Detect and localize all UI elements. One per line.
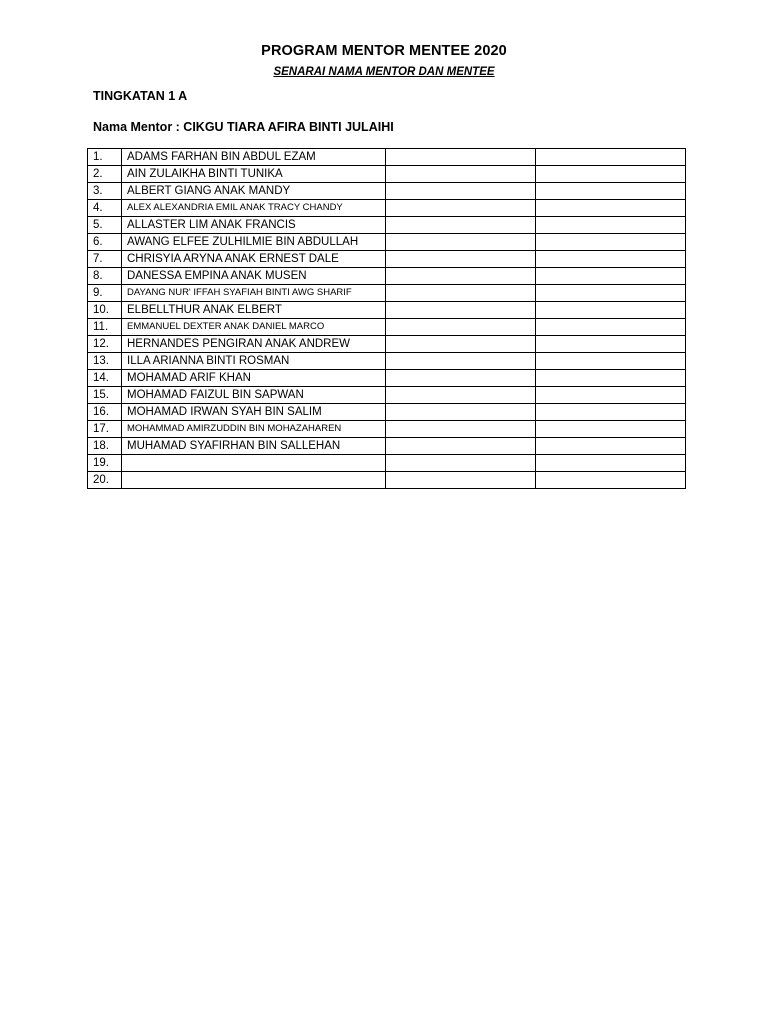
- mentee-name-cell: MUHAMAD SYAFIRHAN BIN SALLEHAN: [122, 438, 386, 455]
- empty-cell: [386, 217, 536, 234]
- row-number: 4.: [88, 200, 122, 217]
- empty-cell: [536, 166, 686, 183]
- mentee-name-cell: CHRISYIA ARYNA ANAK ERNEST DALE: [122, 251, 386, 268]
- empty-cell: [386, 404, 536, 421]
- empty-cell: [386, 200, 536, 217]
- empty-cell: [536, 302, 686, 319]
- table-row: [88, 370, 686, 387]
- row-number: 15.: [88, 387, 122, 404]
- table-row: [88, 268, 686, 285]
- table-row: [88, 149, 686, 166]
- mentee-table-body: [88, 149, 686, 489]
- mentee-name-cell: [122, 472, 386, 489]
- table-row: [88, 234, 686, 251]
- mentee-name-cell: MOHAMMAD AMIRZUDDIN BIN MOHAZAHAREN: [122, 421, 386, 438]
- row-number: 5.: [88, 217, 122, 234]
- row-number: 19.: [88, 455, 122, 472]
- empty-cell: [536, 183, 686, 200]
- empty-cell: [536, 404, 686, 421]
- document-title: PROGRAM MENTOR MENTEE 2020: [261, 43, 507, 59]
- table-row: [88, 285, 686, 302]
- table-row: [88, 251, 686, 268]
- empty-cell: [386, 183, 536, 200]
- table-row: [88, 404, 686, 421]
- mentee-name-cell: MOHAMAD IRWAN SYAH BIN SALIM: [122, 404, 386, 421]
- table-row: [88, 217, 686, 234]
- table-row: [88, 455, 686, 472]
- mentee-name-cell: ALLASTER LIM ANAK FRANCIS: [122, 217, 386, 234]
- row-number: 7.: [88, 251, 122, 268]
- mentee-name-cell: ELBELLTHUR ANAK ELBERT: [122, 302, 386, 319]
- row-number: 13.: [88, 353, 122, 370]
- mentee-name-cell: [122, 455, 386, 472]
- row-number: 16.: [88, 404, 122, 421]
- empty-cell: [386, 472, 536, 489]
- document-subtitle: SENARAI NAMA MENTOR DAN MENTEE: [273, 66, 495, 78]
- empty-cell: [386, 455, 536, 472]
- table-row: [88, 166, 686, 183]
- empty-cell: [386, 166, 536, 183]
- row-number: 17.: [88, 421, 122, 438]
- mentee-name-cell: ILLA ARIANNA BINTI ROSMAN: [122, 353, 386, 370]
- table-row: [88, 302, 686, 319]
- mentee-name-cell: ALEX ALEXANDRIA EMIL ANAK TRACY CHANDY: [122, 200, 386, 217]
- mentee-name-cell: ALBERT GIANG ANAK MANDY: [122, 183, 386, 200]
- empty-cell: [386, 285, 536, 302]
- class-label: TINGKATAN 1 A: [93, 89, 188, 103]
- row-number: 6.: [88, 234, 122, 251]
- empty-cell: [386, 387, 536, 404]
- mentee-name-cell: ADAMS FARHAN BIN ABDUL EZAM: [122, 149, 386, 166]
- empty-cell: [386, 438, 536, 455]
- empty-cell: [386, 319, 536, 336]
- empty-cell: [536, 268, 686, 285]
- empty-cell: [536, 353, 686, 370]
- empty-cell: [536, 387, 686, 404]
- row-number: 11.: [88, 319, 122, 336]
- mentee-name-cell: MOHAMAD ARIF KHAN: [122, 370, 386, 387]
- empty-cell: [386, 149, 536, 166]
- row-number: 2.: [88, 166, 122, 183]
- empty-cell: [386, 234, 536, 251]
- mentee-table: [87, 148, 686, 489]
- mentee-name-cell: AWANG ELFEE ZULHILMIE BIN ABDULLAH: [122, 234, 386, 251]
- row-number: 8.: [88, 268, 122, 285]
- table-row: [88, 472, 686, 489]
- empty-cell: [536, 472, 686, 489]
- table-row: [88, 438, 686, 455]
- row-number: 3.: [88, 183, 122, 200]
- empty-cell: [386, 336, 536, 353]
- empty-cell: [536, 251, 686, 268]
- empty-cell: [386, 370, 536, 387]
- empty-cell: [386, 353, 536, 370]
- row-number: 9.: [88, 285, 122, 302]
- empty-cell: [536, 200, 686, 217]
- empty-cell: [536, 319, 686, 336]
- empty-cell: [536, 455, 686, 472]
- mentee-name-cell: MOHAMAD FAIZUL BIN SAPWAN: [122, 387, 386, 404]
- row-number: 12.: [88, 336, 122, 353]
- row-number: 20.: [88, 472, 122, 489]
- empty-cell: [536, 336, 686, 353]
- row-number: 14.: [88, 370, 122, 387]
- mentor-name-line: Nama Mentor : CIKGU TIARA AFIRA BINTI JULAIHI: [93, 120, 394, 134]
- empty-cell: [536, 438, 686, 455]
- table-row: [88, 319, 686, 336]
- empty-cell: [536, 149, 686, 166]
- mentee-name-cell: EMMANUEL DEXTER ANAK DANIEL MARCO: [122, 319, 386, 336]
- row-number: 1.: [88, 149, 122, 166]
- table-row: [88, 353, 686, 370]
- empty-cell: [386, 421, 536, 438]
- row-number: 10.: [88, 302, 122, 319]
- mentee-name-cell: DAYANG NUR' IFFAH SYAFIAH BINTI AWG SHARIF: [122, 285, 386, 302]
- table-row: [88, 200, 686, 217]
- mentee-name-cell: AIN ZULAIKHA BINTI TUNIKA: [122, 166, 386, 183]
- empty-cell: [386, 268, 536, 285]
- empty-cell: [536, 217, 686, 234]
- empty-cell: [386, 251, 536, 268]
- mentee-name-cell: DANESSA EMPINA ANAK MUSEN: [122, 268, 386, 285]
- empty-cell: [536, 370, 686, 387]
- empty-cell: [386, 302, 536, 319]
- table-row: [88, 183, 686, 200]
- table-row: [88, 336, 686, 353]
- table-row: [88, 387, 686, 404]
- row-number: 18.: [88, 438, 122, 455]
- mentee-name-cell: HERNANDES PENGIRAN ANAK ANDREW: [122, 336, 386, 353]
- empty-cell: [536, 285, 686, 302]
- table-row: [88, 421, 686, 438]
- empty-cell: [536, 421, 686, 438]
- empty-cell: [536, 234, 686, 251]
